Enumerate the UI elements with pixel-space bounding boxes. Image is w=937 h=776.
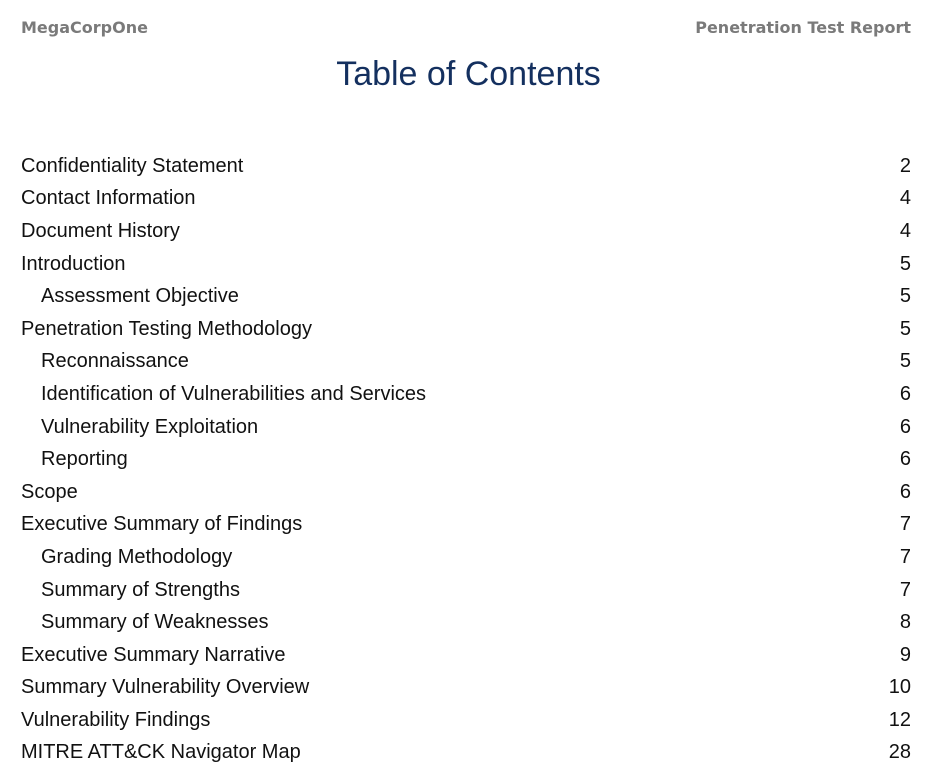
toc-entry-page-number: 5 bbox=[899, 350, 911, 373]
toc-entry[interactable] bbox=[21, 248, 911, 281]
toc-list bbox=[21, 150, 911, 769]
toc-entry-label: Introduction bbox=[21, 252, 126, 275]
toc-entry[interactable] bbox=[21, 313, 911, 346]
toc-entry-label: Document History bbox=[21, 219, 180, 242]
toc-entry-page-number: 7 bbox=[899, 545, 911, 568]
toc-entry-page-number: 28 bbox=[888, 741, 911, 764]
toc-entry[interactable] bbox=[21, 378, 911, 411]
toc-entry[interactable] bbox=[21, 509, 911, 542]
toc-entry-label: Vulnerability Findings bbox=[21, 708, 211, 731]
toc-entry-page-number: 5 bbox=[899, 317, 911, 340]
toc-entry[interactable] bbox=[21, 476, 911, 509]
toc-entry-label: Reporting bbox=[41, 448, 128, 471]
report-title: Penetration Test Report bbox=[695, 17, 911, 37]
toc-entry[interactable] bbox=[21, 639, 911, 672]
page-header bbox=[21, 16, 911, 38]
toc-entry-label: Executive Summary Narrative bbox=[21, 643, 286, 666]
toc-entry-label: MITRE ATT&CK Navigator Map bbox=[21, 741, 301, 764]
toc-entry-page-number: 8 bbox=[899, 611, 911, 634]
toc-entry[interactable] bbox=[21, 737, 911, 770]
toc-entry-label: Vulnerability Exploitation bbox=[41, 415, 259, 438]
toc-entry-page-number: 4 bbox=[899, 219, 911, 242]
toc-entry-page-number: 10 bbox=[888, 676, 911, 699]
toc-entry-label: Contact Information bbox=[21, 187, 196, 210]
toc-entry-label: Executive Summary of Findings bbox=[21, 513, 303, 536]
toc-entry-page-number: 6 bbox=[899, 415, 911, 438]
company-name: MegaCorpOne bbox=[21, 17, 148, 37]
toc-title: Table of Contents bbox=[336, 55, 601, 93]
toc-entry-label: Summary of Strengths bbox=[41, 578, 240, 601]
toc-entry[interactable] bbox=[21, 280, 911, 313]
toc-entry-label: Grading Methodology bbox=[41, 545, 233, 568]
toc-entry-page-number: 2 bbox=[899, 154, 911, 177]
toc-entry-page-number: 4 bbox=[899, 187, 911, 210]
toc-entry-label: Penetration Testing Methodology bbox=[21, 317, 312, 340]
toc-entry[interactable] bbox=[21, 672, 911, 705]
toc-entry[interactable] bbox=[21, 574, 911, 607]
toc-entry-label: Reconnaissance bbox=[41, 350, 189, 373]
toc-entry[interactable] bbox=[21, 183, 911, 216]
toc-entry-label: Summary of Weaknesses bbox=[41, 611, 269, 634]
toc-entry-label: Assessment Objective bbox=[41, 285, 239, 308]
toc-entry-page-number: 5 bbox=[899, 285, 911, 308]
toc-entry-page-number: 12 bbox=[888, 708, 911, 731]
toc-entry-page-number: 6 bbox=[899, 382, 911, 405]
toc-entry[interactable] bbox=[21, 443, 911, 476]
toc-entry-label: Confidentiality Statement bbox=[21, 154, 244, 177]
toc-entry-page-number: 6 bbox=[899, 448, 911, 471]
toc-entry-label: Identification of Vulnerabilities and Services bbox=[41, 382, 427, 405]
toc-entry-page-number: 7 bbox=[899, 513, 911, 536]
toc-entry-page-number: 5 bbox=[899, 252, 911, 275]
toc-entry[interactable] bbox=[21, 704, 911, 737]
toc-entry-page-number: 9 bbox=[899, 643, 911, 666]
toc-entry[interactable] bbox=[21, 606, 911, 639]
toc-entry[interactable] bbox=[21, 215, 911, 248]
toc-entry-page-number: 7 bbox=[899, 578, 911, 601]
toc-entry[interactable] bbox=[21, 346, 911, 379]
toc-entry-page-number: 6 bbox=[899, 480, 911, 503]
toc-entry[interactable] bbox=[21, 150, 911, 183]
toc-entry[interactable] bbox=[21, 411, 911, 444]
toc-entry-label: Scope bbox=[21, 480, 78, 503]
toc-entry[interactable] bbox=[21, 541, 911, 574]
toc-entry-label: Summary Vulnerability Overview bbox=[21, 676, 310, 699]
